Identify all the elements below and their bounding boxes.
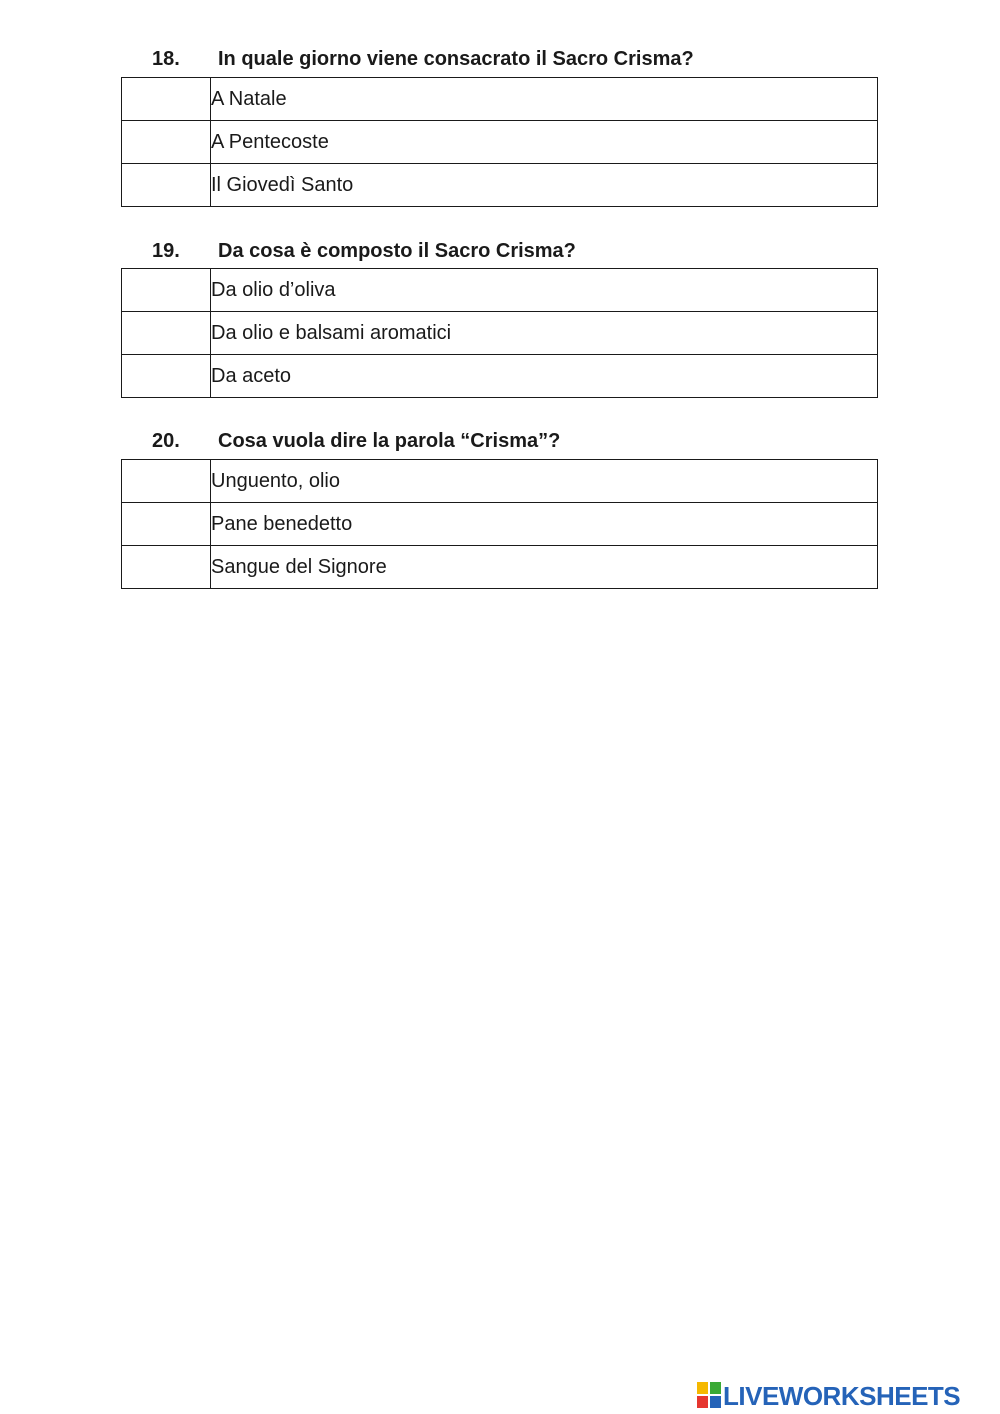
question-number: 19. [152,240,180,262]
logo-text: LIVEWORKSHEETS [723,1381,961,1411]
option-row [122,164,878,207]
option-row [122,503,878,546]
options-table [121,77,878,207]
answer-box[interactable] [122,269,211,312]
option-label: A Natale [211,78,878,121]
option-row [122,78,878,121]
question-text: Da cosa è composto il Sacro Crisma? [218,240,576,262]
option-label: Sangue del Signore [211,546,878,589]
question-text: Cosa vuola dire la parola “Crisma”? [218,430,561,452]
option-label: Da aceto [211,355,878,398]
question-header [0,48,1000,76]
option-row [122,355,878,398]
option-label: Unguento, olio [211,460,878,503]
question-header [0,240,1000,268]
answer-box[interactable] [122,546,211,589]
question-number: 20. [152,430,180,452]
option-label: Da olio e balsami aromatici [211,312,878,355]
logo-square-i [710,1382,721,1394]
option-label: Da olio d’oliva [211,269,878,312]
option-row [122,460,878,503]
answer-box[interactable] [122,312,211,355]
options-table [121,459,878,589]
question-text: In quale giorno viene consacrato il Sacro Crisma? [218,48,694,70]
answer-box[interactable] [122,503,211,546]
liveworksheets-logo-icon [697,1382,721,1408]
liveworksheets-logo [697,1380,997,1410]
option-row [122,269,878,312]
option-label: Il Giovedì Santo [211,164,878,207]
answer-box[interactable] [122,78,211,121]
logo-square-e [710,1396,721,1408]
answer-box[interactable] [122,355,211,398]
answer-box[interactable] [122,460,211,503]
option-row [122,121,878,164]
logo-square-v [697,1396,708,1408]
options-table [121,268,878,398]
question-header [0,430,1000,458]
option-label: Pane benedetto [211,503,878,546]
answer-box[interactable] [122,164,211,207]
option-row [122,312,878,355]
logo-square-l [697,1382,708,1394]
answer-box[interactable] [122,121,211,164]
question-number: 18. [152,48,180,70]
option-label: A Pentecoste [211,121,878,164]
option-row [122,546,878,589]
